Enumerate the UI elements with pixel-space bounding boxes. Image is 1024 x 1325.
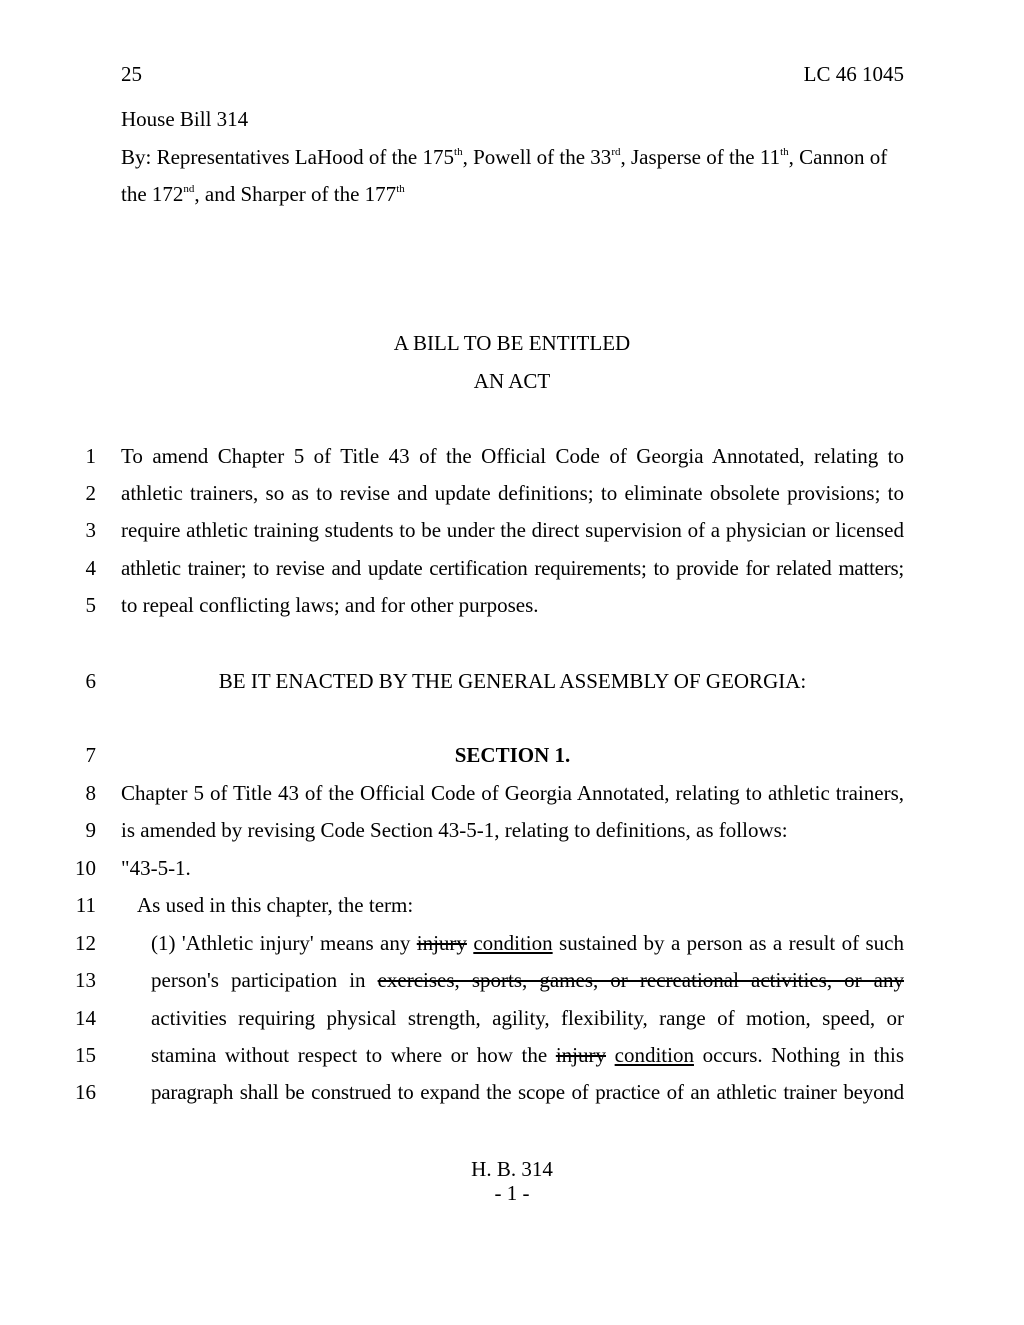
line-number: 9 <box>85 818 96 842</box>
struck-text: exercises, sports, games, or recreational activities, or any <box>377 968 905 992</box>
code-section-number: "43-5-1. <box>121 856 191 880</box>
heading-bill-entitled: A BILL TO BE ENTITLED <box>393 331 631 355</box>
inserted-text: condition <box>473 931 553 955</box>
line-text: athletic trainer; to revise and update certification requirements; to provide for related matters; <box>121 556 904 580</box>
struck-text: injury <box>555 1043 607 1067</box>
line-text: (1) 'Athletic injury' means any injury condition sustained by a person as a result of such <box>151 931 904 955</box>
line-text: As used in this chapter, the term: <box>137 893 414 917</box>
line-text: paragraph shall be construed to expand the scope of practice of an athletic trainer beyond <box>151 1080 904 1104</box>
line-number: 10 <box>75 856 96 880</box>
line-number: 3 <box>85 518 96 542</box>
line-text: person's participation in exercises, sports, games, or recreational activities, or any <box>151 968 905 992</box>
line-number: 15 <box>75 1043 96 1067</box>
line-text: Chapter 5 of Title 43 of the Official Code of Georgia Annotated, relating to athletic trainers, <box>121 781 904 805</box>
section-heading: SECTION 1. <box>454 743 571 767</box>
line-text: is amended by revising Code Section 43-5-1, relating to definitions, as follows: <box>121 818 788 842</box>
session-number: 25 <box>121 62 142 86</box>
sponsors-line-2: the 172nd, and Sharper of the 177th <box>121 182 405 206</box>
line-number: 1 <box>85 444 96 468</box>
sponsors-line-1: By: Representatives LaHood of the 175th, Powell of the 33rd, Jasperse of the 11th, Cannon of <box>121 145 888 169</box>
inserted-text: condition <box>614 1043 694 1067</box>
line-text: require athletic training students to be under the direct supervision of a physician or licensed <box>121 518 904 542</box>
line-number: 2 <box>85 481 96 505</box>
line-number: 13 <box>75 968 96 992</box>
line-text: athletic trainers, so as to revise and update definitions; to eliminate obsolete provisions; to <box>121 481 904 505</box>
line-number: 14 <box>75 1006 96 1030</box>
footer-bill-ref: H. B. 314 <box>471 1157 553 1181</box>
page-number: - 1 - <box>494 1181 530 1205</box>
line-number: 4 <box>85 556 96 580</box>
line-number: 8 <box>85 781 96 805</box>
line-number: 5 <box>85 593 96 617</box>
line-number: 12 <box>75 931 96 955</box>
bill-title: House Bill 314 <box>121 107 249 131</box>
heading-an-act: AN ACT <box>473 369 551 393</box>
line-text: to repeal conflicting laws; and for other purposes. <box>121 593 539 617</box>
struck-text: injury <box>416 931 467 955</box>
line-text: To amend Chapter 5 of Title 43 of the Official Code of Georgia Annotated, relating to <box>121 444 904 468</box>
line-number: 6 <box>85 669 96 693</box>
line-number: 16 <box>75 1080 96 1104</box>
line-text: stamina without respect to where or how the injury condition occurs. Nothing in this <box>151 1043 905 1067</box>
line-text: activities requiring physical strength, agility, flexibility, range of motion, speed, or <box>151 1006 904 1030</box>
line-number: 7 <box>85 743 96 767</box>
enacting-clause: BE IT ENACTED BY THE GENERAL ASSEMBLY OF GEORGIA: <box>218 669 807 693</box>
lc-number: LC 46 1045 <box>803 62 904 86</box>
line-number: 11 <box>75 893 96 917</box>
